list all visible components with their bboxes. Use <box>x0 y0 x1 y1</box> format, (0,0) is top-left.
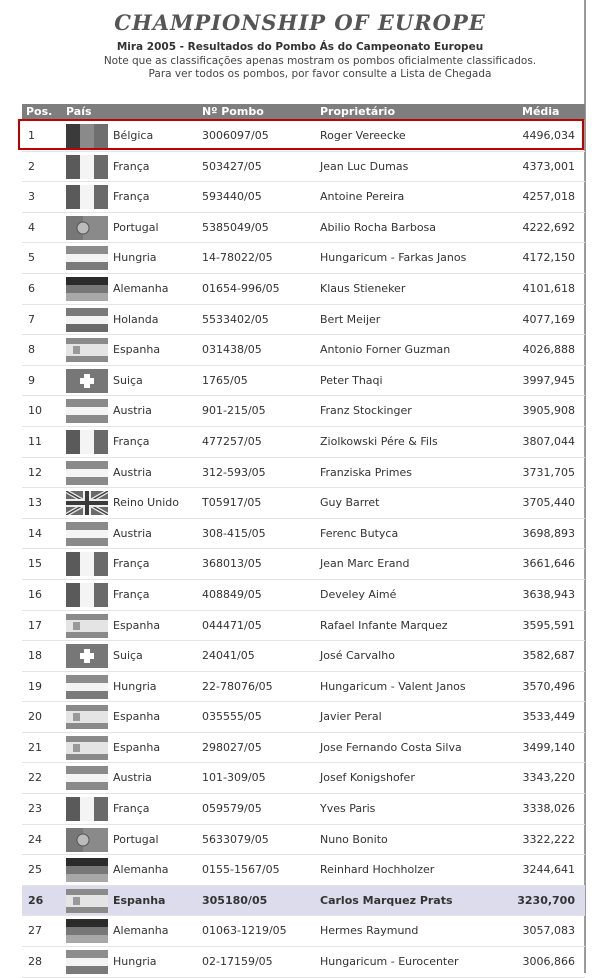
portugal-flag-icon <box>66 216 108 240</box>
cell-owner: Bert Meijer <box>320 312 381 326</box>
cell-average: 4257,018 <box>522 190 575 204</box>
cell-country: Austria <box>113 465 152 479</box>
table-row <box>22 611 585 642</box>
cell-average: 4172,150 <box>522 251 575 265</box>
france-flag-icon <box>66 430 108 454</box>
cell-pos: 20 <box>28 710 42 724</box>
cell-country: Holanda <box>113 312 159 326</box>
cell-average: 3705,440 <box>522 496 575 510</box>
cell-country: Hungria <box>113 251 157 265</box>
table-row <box>22 549 585 580</box>
table-row <box>22 396 585 427</box>
cell-country: Espanha <box>113 893 166 907</box>
france-flag-icon <box>66 185 108 209</box>
cell-owner: Franz Stockinger <box>320 404 412 418</box>
table-row <box>22 458 585 489</box>
cell-pos: 11 <box>28 434 42 448</box>
cell-pos: 12 <box>28 465 42 479</box>
table-row <box>22 916 585 947</box>
germany-flag-icon <box>66 919 108 943</box>
cell-pos: 17 <box>28 618 42 632</box>
spain-flag-icon <box>66 889 108 913</box>
table-row <box>22 763 585 794</box>
cell-average: 4026,888 <box>522 343 575 357</box>
cell-pigeon-id: 101-309/05 <box>202 771 266 785</box>
cell-owner: Develey Aimé <box>320 587 397 601</box>
cell-pos: 24 <box>28 832 42 846</box>
cell-owner: Reinhard Hochholzer <box>320 863 435 877</box>
table-row <box>22 580 585 611</box>
austria-flag-icon <box>66 399 108 423</box>
cell-country: Austria <box>113 404 152 418</box>
table-header <box>22 104 585 120</box>
cell-owner: Carlos Marquez Prats <box>320 893 453 907</box>
cell-owner: Jean Luc Dumas <box>320 159 409 173</box>
cell-country: França <box>113 159 150 173</box>
cell-country: Espanha <box>113 618 161 632</box>
table-row <box>22 274 585 305</box>
cell-country: Alemanha <box>113 924 169 938</box>
france-flag-icon <box>66 797 108 821</box>
cell-pos: 8 <box>28 343 35 357</box>
results-table <box>22 121 585 978</box>
cell-pos: 26 <box>28 893 44 907</box>
cell-pos: 27 <box>28 924 42 938</box>
cell-owner: Peter Thaqi <box>320 373 383 387</box>
cell-pos: 21 <box>28 740 42 754</box>
cell-average: 3731,705 <box>522 465 575 479</box>
cell-country: Portugal <box>113 220 159 234</box>
cell-owner: Hermes Raymund <box>320 924 419 938</box>
table-row <box>22 488 585 519</box>
cell-country: Austria <box>113 526 152 540</box>
cell-average: 3997,945 <box>522 373 575 387</box>
cell-pigeon-id: 503427/05 <box>202 159 262 173</box>
cell-average: 3533,449 <box>522 710 575 724</box>
cell-owner: José Carvalho <box>320 649 395 663</box>
austria-flag-icon <box>66 461 108 485</box>
cell-average: 3698,893 <box>522 526 575 540</box>
cell-pigeon-id: 01654-996/05 <box>202 281 280 295</box>
hungary-flag-icon <box>66 950 108 974</box>
table-row <box>22 427 585 458</box>
table-row <box>22 886 585 917</box>
header-country: País <box>66 105 92 118</box>
cell-owner: Ziolkowski Pére & Fils <box>320 434 438 448</box>
cell-country: Bélgica <box>113 129 154 142</box>
table-row <box>22 519 585 550</box>
cell-average: 4077,169 <box>522 312 575 326</box>
cell-pos: 10 <box>28 404 42 418</box>
france-flag-icon <box>66 155 108 179</box>
cell-country: França <box>113 802 150 816</box>
cell-owner: Jean Marc Erand <box>320 557 410 571</box>
note-line-1: Note que as classificações apenas mostram os pombos oficialmente classificados. <box>103 55 537 67</box>
cell-average: 4373,001 <box>522 159 575 173</box>
cell-pos: 23 <box>28 802 42 816</box>
cell-owner: Klaus Stieneker <box>320 281 406 295</box>
cell-pigeon-id: 035555/05 <box>202 710 262 724</box>
table-row <box>22 825 585 856</box>
table-row <box>22 641 585 672</box>
cell-average: 3343,220 <box>522 771 575 785</box>
cell-pigeon-id: 368013/05 <box>202 557 262 571</box>
cell-average: 3006,866 <box>522 955 575 969</box>
cell-country: Reino Unido <box>113 496 179 510</box>
netherlands-flag-icon <box>66 308 108 332</box>
page-title: CHAMPIONSHIP OF EUROPE <box>114 10 486 35</box>
cell-pigeon-id: 01063-1219/05 <box>202 924 287 938</box>
cell-pigeon-id: 5385049/05 <box>202 220 269 234</box>
cell-owner: Roger Vereecke <box>320 129 406 142</box>
cell-pigeon-id: 24041/05 <box>202 649 255 663</box>
table-row <box>22 335 585 366</box>
cell-country: Hungria <box>113 679 157 693</box>
cell-pos: 7 <box>28 312 35 326</box>
cell-average: 3595,591 <box>522 618 575 632</box>
cell-pos: 25 <box>28 863 42 877</box>
page-subtitle: Mira 2005 - Resultados do Pombo Ás do Campeonato Europeu <box>116 41 484 53</box>
cell-country: Alemanha <box>113 863 169 877</box>
header-pigeon: Nº Pombo <box>202 105 264 118</box>
cell-owner: Yves Paris <box>320 802 376 816</box>
cell-pigeon-id: 901-215/05 <box>202 404 266 418</box>
cell-pos: 5 <box>28 251 35 265</box>
cell-pigeon-id: 408849/05 <box>202 587 262 601</box>
france-flag-icon <box>66 552 108 576</box>
cell-pos: 15 <box>28 557 42 571</box>
highlight-box <box>18 119 584 150</box>
note-line-2: Para ver todos os pombos, por favor consulte a Lista de Chegada <box>148 68 492 80</box>
cell-average: 3499,140 <box>522 740 575 754</box>
cell-owner: Josef Konigshofer <box>320 771 415 785</box>
cell-owner: Franziska Primes <box>320 465 412 479</box>
cell-owner: Rafael Infante Marquez <box>320 618 448 632</box>
cell-owner: Nuno Bonito <box>320 832 388 846</box>
cell-average: 3057,083 <box>522 924 575 938</box>
table-row <box>22 213 585 244</box>
cell-country: Hungria <box>113 955 157 969</box>
cell-pigeon-id: 02-17159/05 <box>202 955 273 969</box>
cell-average: 3661,646 <box>522 557 575 571</box>
cell-average: 3570,496 <box>522 679 575 693</box>
cell-average: 3322,222 <box>522 832 575 846</box>
cell-pigeon-id: 22-78076/05 <box>202 679 273 693</box>
cell-pos: 3 <box>28 190 35 204</box>
table-row <box>22 855 585 886</box>
cell-country: França <box>113 587 150 601</box>
cell-average: 3638,943 <box>522 587 575 601</box>
germany-flag-icon <box>66 858 108 882</box>
cell-average: 3230,700 <box>517 893 575 907</box>
cell-pigeon-id: 308-415/05 <box>202 526 266 540</box>
table-row <box>22 733 585 764</box>
cell-pos: 6 <box>28 281 35 295</box>
cell-pigeon-id: 593440/05 <box>202 190 262 204</box>
cell-owner: Jose Fernando Costa Silva <box>320 740 462 754</box>
cell-owner: Antonio Forner Guzman <box>320 343 451 357</box>
cell-average: 3807,044 <box>522 434 575 448</box>
cell-owner: Hungaricum - Valent Janos <box>320 679 466 693</box>
cell-average: 4101,618 <box>522 281 575 295</box>
cell-pos: 22 <box>28 771 42 785</box>
cell-country: Espanha <box>113 740 161 754</box>
germany-flag-icon <box>66 277 108 301</box>
header-pos: Pos. <box>26 105 53 118</box>
cell-country: Alemanha <box>113 281 169 295</box>
cell-owner: Hungaricum - Farkas Janos <box>320 251 467 265</box>
cell-pigeon-id: 477257/05 <box>202 434 262 448</box>
france-flag-icon <box>66 583 108 607</box>
cell-average: 3582,687 <box>522 649 575 663</box>
cell-country: Espanha <box>113 343 161 357</box>
cell-pos: 1 <box>28 129 35 142</box>
spain-flag-icon <box>66 705 108 729</box>
cell-pigeon-id: 298027/05 <box>202 740 262 754</box>
cell-pos: 2 <box>28 159 35 173</box>
cell-average: 3905,908 <box>522 404 575 418</box>
table-row <box>22 794 585 825</box>
cell-pos: 9 <box>28 373 35 387</box>
cell-pigeon-id: 1765/05 <box>202 373 248 387</box>
cell-pigeon-id: 031438/05 <box>202 343 262 357</box>
cell-pigeon-id: 5633079/05 <box>202 832 269 846</box>
spain-flag-icon <box>66 338 108 362</box>
cell-owner: Abilio Rocha Barbosa <box>320 220 437 234</box>
spain-flag-icon <box>66 614 108 638</box>
cell-average: 4496,034 <box>522 129 575 142</box>
cell-country: França <box>113 190 150 204</box>
cell-pigeon-id: 14-78022/05 <box>202 251 273 265</box>
cell-pigeon-id: 0155-1567/05 <box>202 863 280 877</box>
cell-pos: 16 <box>28 587 42 601</box>
cell-country: Espanha <box>113 710 161 724</box>
cell-country: Suiça <box>113 649 143 663</box>
hungary-flag-icon <box>66 675 108 699</box>
cell-average: 3244,641 <box>522 863 575 877</box>
cell-pigeon-id: 305180/05 <box>202 893 268 907</box>
austria-flag-icon <box>66 766 108 790</box>
cell-pos: 28 <box>28 955 42 969</box>
hungary-flag-icon <box>66 246 108 270</box>
table-row <box>22 947 585 978</box>
note-text <box>0 55 600 81</box>
cell-owner: Javier Peral <box>320 710 382 724</box>
portugal-flag-icon <box>66 828 108 852</box>
cell-owner: Hungaricum - Eurocenter <box>320 955 459 969</box>
table-row <box>22 305 585 336</box>
spain-flag-icon <box>66 736 108 760</box>
cell-average: 4222,692 <box>522 220 575 234</box>
cell-pos: 4 <box>28 220 35 234</box>
cell-pos: 14 <box>28 526 42 540</box>
cell-pigeon-id: T05917/05 <box>202 496 262 510</box>
cell-country: Portugal <box>113 832 159 846</box>
cell-country: Austria <box>113 771 152 785</box>
cell-owner: Antoine Pereira <box>320 190 405 204</box>
table-row <box>22 243 585 274</box>
cell-pigeon-id: 5533402/05 <box>202 312 269 326</box>
table-row <box>22 702 585 733</box>
uk-flag-icon <box>66 491 108 515</box>
switzerland-flag-icon <box>66 644 108 668</box>
cell-owner: Ferenc Butyca <box>320 526 399 540</box>
switzerland-flag-icon <box>66 369 108 393</box>
cell-pigeon-id: 044471/05 <box>202 618 262 632</box>
table-row <box>22 366 585 397</box>
table-row <box>22 182 585 213</box>
cell-country: Suiça <box>113 373 143 387</box>
header-avg: Média <box>522 105 560 118</box>
austria-flag-icon <box>66 522 108 546</box>
cell-pigeon-id: 059579/05 <box>202 802 262 816</box>
cell-average: 3338,026 <box>522 802 575 816</box>
cell-pos: 19 <box>28 679 42 693</box>
header-owner: Proprietário <box>320 105 396 118</box>
cell-owner: Guy Barret <box>320 496 380 510</box>
cell-country: França <box>113 434 150 448</box>
cell-pos: 18 <box>28 649 42 663</box>
cell-pos: 13 <box>28 496 42 510</box>
table-row <box>22 672 585 703</box>
table-row <box>22 152 585 183</box>
cell-pigeon-id: 3006097/05 <box>202 129 269 142</box>
cell-pigeon-id: 312-593/05 <box>202 465 266 479</box>
cell-country: França <box>113 557 150 571</box>
